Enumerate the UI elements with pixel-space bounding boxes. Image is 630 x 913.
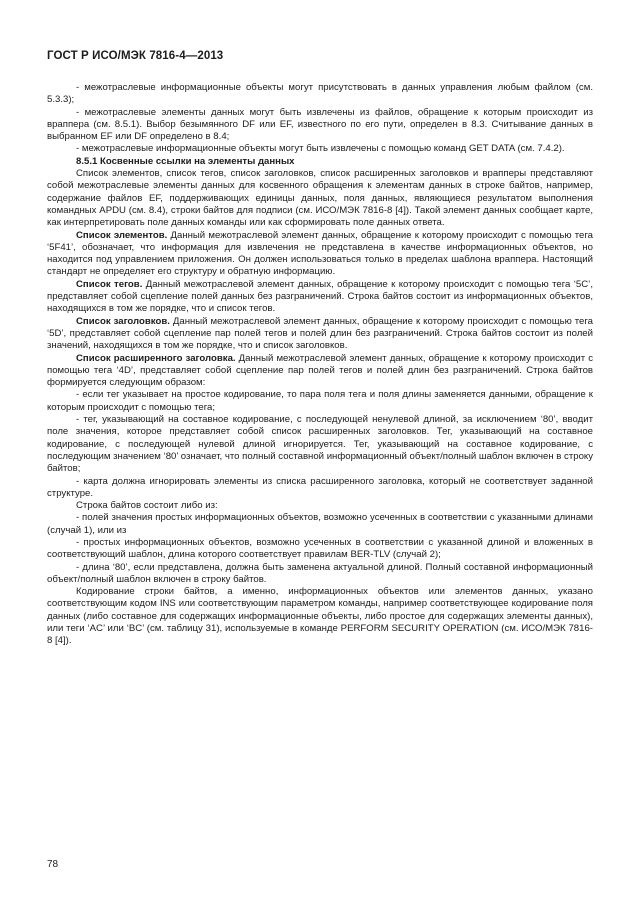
paragraph: Список заголовков. Данный межотраслевой элемент данных, обращение к которому происходит с помощью тега ‘5D’, представляет собой сцепление пар полей тегов и полей длин без разграничений. Строка байтов состоит из полей значений, находящихся в том же порядке, что и список заголовков. [47,315,594,352]
term-lead: Список заголовков. [76,315,170,327]
paragraph: - межотраслевые информационные объекты могут быть извлечены с помощью команд GET DATA (см. 7.4.2). [76,143,565,155]
page-number: 78 [47,859,59,870]
paragraph: Список расширенного заголовка. Данный межотраслевой элемент данных, обращение к которому происходит с помощью тега ‘4D’, представляет собой сцепление пар полей тегов и полей длин без разграничений. Строка байтов формируется следующим образом: [47,352,594,389]
paragraph: Кодирование строки байтов, а именно, информационных объектов или элементов данных, указано соответствующим кодом INS или соответствующим параметром команды, например соответствующее кодирование поля данных (либо составное для содержащих информационные объекты, либо простое для содержащих элементы данных), или теги ‘AC’ или ‘BC’ (см. таблицу 31), используемые в команде PERFORM SECURITY OPERATION (см. ИСО/МЭК 7816-8 [4]). [47,586,593,647]
paragraph: - межотраслевые элементы данных могут быть извлечены из файлов, обращение к которым происходит из враппера (см. 8.5.1). Выбор безымянного DF или EF, известного по его пути, определен в 8.3. Считывание данных в выбранном EF или DF определено в 8.4; [47,106,593,143]
paragraph: - тег, указывающий на составное кодирование, с последующей ненулевой длиной, за исключением ‘80’, вводит поле значения, которое представляет собой список расширенных заголовков. Тег, указывающий на составное кодирование, с последующей нулевой длиной игнорируется. Тег, указывающий на составное кодирование, с последующим значением ‘80’ означает, что полный составной информационный объект/полный шаблон включен в строку байтов; [47,414,594,475]
section-heading: 8.5.1 Косвенные ссылки на элементы данных [76,155,295,167]
term-lead: Список тегов. [76,278,143,290]
term-lead: Список расширенного заголовка. [76,352,236,364]
paragraph: - длина ‘80’, если представлена, должна быть заменена актуальной длиной. Полный составной информационный объект/полный шаблон включен в строку байтов. [47,561,593,585]
paragraph: Список тегов. Данный межотраслевой элемент данных, обращение к которому происходит с помощью тега ‘5C’, представляет собой сцепление полей данных без разграничений. Строка байтов состоит из информационных объектов, находящихся в том же порядке, что и список тегов. [47,278,593,315]
paragraph: - если тег указывает на простое кодирование, то пара поля тега и поля длины заменяется данными, обращение к которым происходит с помощью тега; [47,389,593,413]
paragraph: Строка байтов состоит либо из: [76,500,218,512]
paragraph: - простых информационных объектов, возможно усеченных в соответствии с указанной длиной и вложенных в соответствующий шаблон, длина которого соответствует правилам BER-TLV (случай 2); [47,536,593,561]
body-text [47,82,593,648]
page-header: ГОСТ Р ИСО/МЭК 7816-4—2013 [47,50,224,62]
paragraph: - межотраслевые информационные объекты могут присутствовать в данных управления любым файлом (см. 5.3.3); [47,82,593,106]
term-lead: Список элементов. [76,229,168,241]
paragraph: Список элементов. Данный межотраслевой элемент данных, обращение к которому происходит с помощью тега ‘5F41’, обозначает, что информация для извлечения не представлена в качестве информационных объектов, но находится под управлением приложения. Он должен использоваться только в пределах шаблона враппера. Настоящий стандарт не определяет его структуру и обратную информацию. [47,229,593,278]
paragraph: - полей значения простых информационных объектов, возможно усеченных в соответствии с указанными длинами (случай 1), или из [47,512,593,536]
paragraph: Список элементов, список тегов, список заголовков, список расширенных заголовков и врапперы представляют собой межотраслевые элементы данных для косвенного обращения к элементам данных в строке байтов, например, содержание файлов EF, поддерживающих единицы данных, поля данных, являющиеся результатом выполнения командных APDU (см. 8.4), строки байтов для подписи (см. ИСО/МЭК 7816-8 [4]). Такой элемент данных сообщает карте, как интерпретировать поле данных команды или как сформировать поле данных ответа. [47,168,593,229]
paragraph: - карта должна игнорировать элементы из списка расширенного заголовка, который не соответствует заданной структуре. [47,475,593,499]
